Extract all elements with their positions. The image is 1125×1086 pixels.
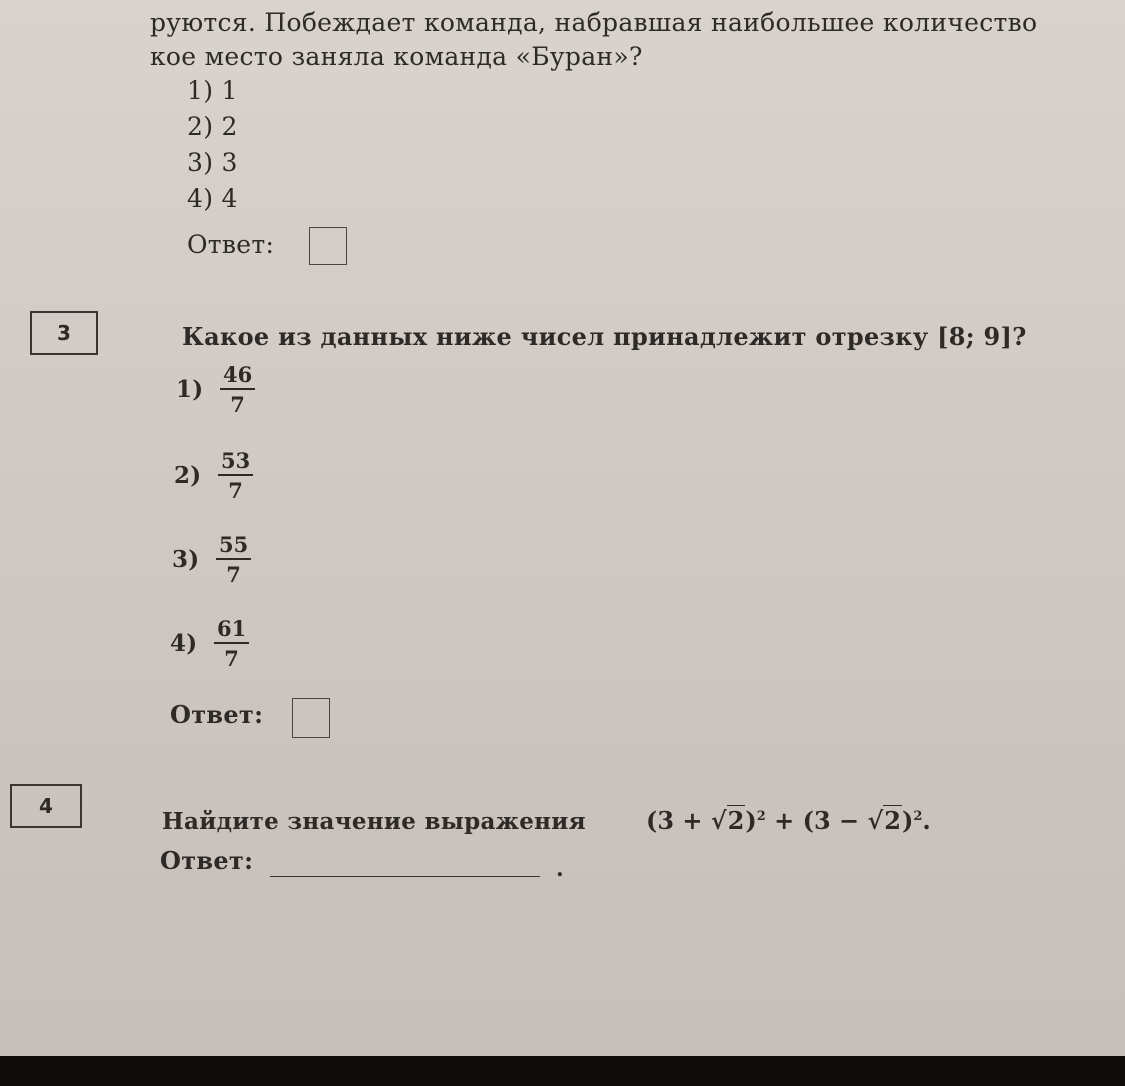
q3-question: Какое из данных ниже чисел принадлежит отрезку [8; 9]?: [182, 322, 1027, 351]
q2-text-line2: кое место заняла команда «Буран»?: [150, 42, 643, 71]
q3-answer-label: Ответ:: [170, 700, 264, 729]
q3-option-2-denominator: 7: [228, 478, 243, 503]
q3-option-4-denominator: 7: [224, 646, 239, 671]
q3-number-box: 3: [30, 311, 98, 355]
expr-part-a: (3 +: [646, 806, 711, 835]
q3-option-1-fraction[interactable]: [220, 364, 255, 415]
expr-part-d: ): [901, 806, 914, 835]
q2-text-line1: руются. Побеждает команда, набравшая наибольшее количество: [150, 8, 1038, 37]
q4-expression: [646, 806, 931, 835]
q3-option-1-denominator: 7: [230, 392, 245, 417]
photo-bottom-edge: [0, 1056, 1125, 1086]
q3-option-3-denominator: 7: [226, 562, 241, 587]
q3-option-3-fraction[interactable]: [216, 534, 251, 585]
q2-option-2[interactable]: 2) 2: [187, 112, 238, 141]
q3-option-1-numerator: 46: [220, 364, 255, 390]
q3-option-2-numerator: 53: [218, 450, 253, 476]
q2-option-3[interactable]: 3) 3: [187, 148, 238, 177]
sqrt-sign: √: [710, 806, 727, 835]
q3-option-3-numerator: 55: [216, 534, 251, 560]
q4-answer-label: Ответ:: [160, 846, 254, 875]
q3-option-4-numerator: 61: [214, 618, 249, 644]
q3-option-4-label[interactable]: 4): [170, 630, 198, 657]
q4-answer-line[interactable]: [270, 876, 540, 877]
q2-option-1[interactable]: 1) 1: [187, 76, 238, 105]
sqrt-sign: √: [867, 806, 884, 835]
q3-option-4-fraction[interactable]: [214, 618, 249, 669]
q4-answer-end: .: [556, 856, 564, 882]
q3-option-2-fraction[interactable]: [218, 450, 253, 501]
expr-part-c: + (3 −: [765, 806, 868, 835]
q3-option-1-label[interactable]: 1): [176, 376, 204, 403]
q3-option-3-label[interactable]: 3): [172, 546, 200, 573]
q4-question: Найдите значение выражения: [162, 808, 586, 835]
expr-part-b: ): [745, 806, 757, 835]
q3-option-2-label[interactable]: 2): [174, 462, 202, 489]
sqrt-radicand-1: 2: [727, 806, 745, 835]
sqrt-radicand-2: 2: [884, 806, 901, 835]
expr-end: .: [922, 806, 931, 835]
q3-answer-box[interactable]: [292, 698, 330, 738]
q2-option-4[interactable]: 4) 4: [187, 184, 238, 213]
exponent-1: 2: [756, 809, 766, 824]
exponent-2: 2: [913, 809, 923, 824]
q4-number-box: 4: [10, 784, 82, 828]
q2-answer-label: Ответ:: [187, 230, 275, 259]
q2-answer-box[interactable]: [309, 227, 347, 265]
